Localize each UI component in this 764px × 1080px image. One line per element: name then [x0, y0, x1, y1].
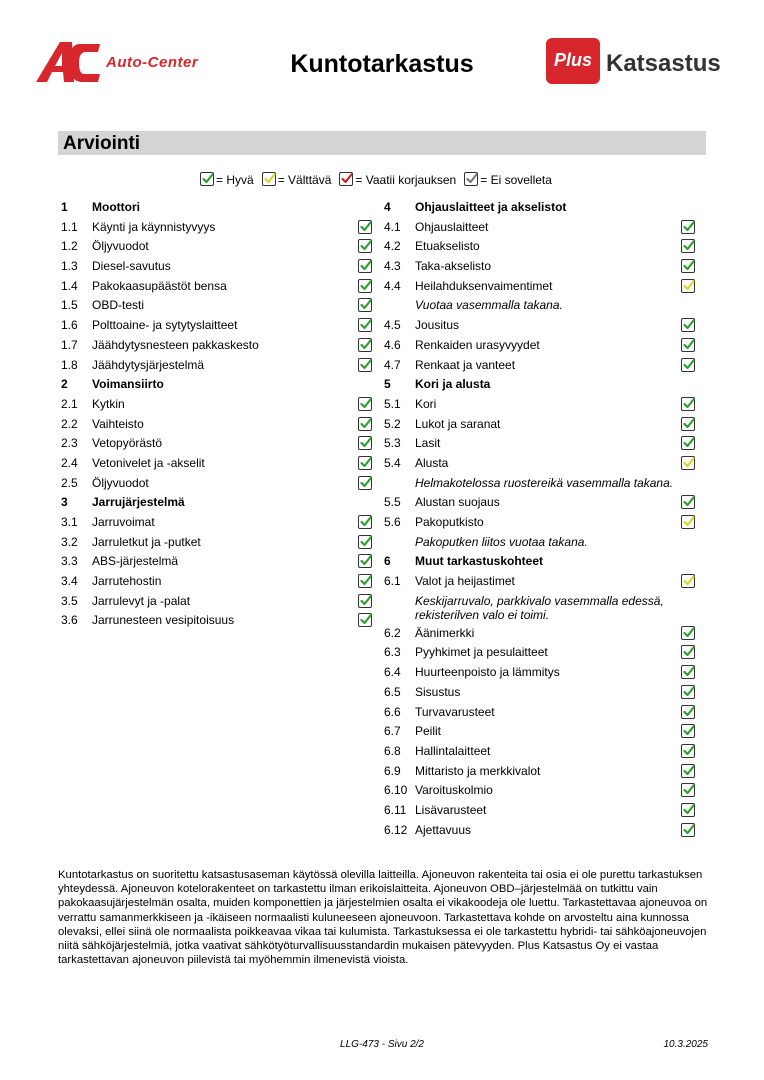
- item-label: Pakokaasupäästöt bensa: [92, 278, 227, 293]
- item-label: Helmakotelossa ruostereikä vasemmalla takana.: [415, 475, 674, 490]
- checklist-row: [384, 394, 698, 414]
- item-label: Muut tarkastuskohteet: [415, 554, 544, 569]
- checkbox-good-icon: [681, 239, 695, 253]
- checklist-row: [61, 512, 375, 532]
- item-number: 6.6: [384, 704, 401, 719]
- checkbox-good-icon: [681, 645, 695, 659]
- item-number: 5: [384, 377, 391, 392]
- checkbox-good-icon: [681, 436, 695, 450]
- katsastus-logo-text: Katsastus: [606, 50, 721, 77]
- item-label: Varoituskolmio: [415, 783, 493, 798]
- item-number: 6.4: [384, 665, 401, 680]
- checklist-row: [384, 741, 698, 761]
- checklist-row: [61, 571, 375, 591]
- checkbox-good-icon: [358, 436, 372, 450]
- item-number: 2.5: [61, 475, 78, 490]
- checklist-row: [384, 433, 698, 453]
- item-label: Polttoaine- ja sytytyslaitteet: [92, 318, 238, 333]
- item-label: Vetonivelet ja -akselit: [92, 455, 205, 470]
- checkbox-bad-icon: [339, 172, 353, 186]
- item-number: 1.1: [61, 219, 78, 234]
- checklist-row: [61, 295, 375, 315]
- item-label: Hallintalaitteet: [415, 743, 491, 758]
- checkbox-good-icon: [358, 298, 372, 312]
- section-header: [58, 131, 706, 155]
- checklist-row: [384, 780, 698, 800]
- checklist-row: [61, 551, 375, 571]
- item-label: Pyyhkimet ja pesulaitteet: [415, 645, 548, 660]
- item-label: Alusta: [415, 455, 449, 470]
- item-label: Ohjauslaitteet: [415, 219, 489, 234]
- item-label: Pakoputken liitos vuotaa takana.: [415, 534, 588, 549]
- item-label: Ohjauslaitteet ja akselistot: [415, 200, 567, 214]
- item-label: Jarrunesteen vesipitoisuus: [92, 613, 235, 628]
- checkbox-good-icon: [681, 724, 695, 738]
- item-number: 3.3: [61, 554, 78, 569]
- checklist-remark: [384, 473, 698, 493]
- checkbox-ok-icon: [681, 279, 695, 293]
- checklist-section-heading: [384, 551, 698, 571]
- plus-badge: [546, 38, 600, 84]
- checkbox-good-icon: [681, 685, 695, 699]
- item-label: Jäähdytysnesteen pakkaskesto: [92, 337, 259, 352]
- item-number: 1.3: [61, 259, 78, 274]
- item-number: 3.2: [61, 534, 78, 549]
- checkbox-good-icon: [681, 764, 695, 778]
- item-number: 6.5: [384, 684, 401, 699]
- checklist-row: [384, 721, 698, 741]
- checklist-row: [61, 532, 375, 552]
- item-label: Kori: [415, 396, 437, 411]
- page-header: [0, 0, 764, 110]
- right-checklist-column: [384, 197, 698, 839]
- checklist-row: [384, 236, 698, 256]
- checklist-row: [384, 642, 698, 662]
- checklist-row: [61, 414, 375, 434]
- checklist-row: [384, 256, 698, 276]
- legend-item-bad: [339, 172, 456, 187]
- checklist-row: [384, 315, 698, 335]
- checkbox-good-icon: [681, 495, 695, 509]
- checklist-row: [384, 414, 698, 434]
- disclaimer-text: Kuntotarkastus on suoritettu katsastusaseman käytössä olevilla laitteilla. Ajoneuvon rakenteita tai osia ei ole purettu tarkastuksen yhteydessä. Ajoneuvon kotelorakenteet on tarkastettu ilman erikoislaitteita. Ajoneuvon OBD–järjestelmää on tutkittu vain pakokaasujärjestelmän osalta, muiden komponettien ja järjestelmien osalta ei vikakoodeja ole luettu. Tarkastettavaa ajoneuvoa on verrattu samanmerkkiseen ja -ikäiseen normaalisti kuluneeseen ajoneuvoon. Tarkastettava kohde on arvosteltu aina kunnossa olevaksi, ellei siinä ole normaalista poikkeavaa vikaa tai kulumista. Tarkastuksessa ei ole tarkastettu hybridi- tai sähköajoneuvojen niitä sähköjärjestelmiä, jotka vaativat sähkötyöturvallisuusstandardin mukaisen pätevyyden. Plus Katsastus Oy ei vastaa tarkastettavan ajoneuvon piilevistä tai myöhemmin ilmenevistä vioista.: [58, 869, 708, 967]
- item-number: 6.2: [384, 625, 401, 640]
- checklist-row: [61, 355, 375, 375]
- checklist-section-heading: [384, 197, 698, 217]
- checkbox-good-icon: [358, 259, 372, 273]
- checkbox-good-icon: [681, 338, 695, 352]
- checklist-row: [384, 800, 698, 820]
- checklist-row: [61, 453, 375, 473]
- item-label: Taka-akselisto: [415, 259, 492, 274]
- checkbox-good-icon: [358, 476, 372, 490]
- checklist-remark: [384, 591, 698, 623]
- checkbox-good-icon: [358, 515, 372, 529]
- item-label: Pakoputkisto: [415, 515, 484, 529]
- checklist-row: [384, 702, 698, 722]
- item-number: 5.4: [384, 455, 401, 470]
- legend-item-good: [200, 172, 254, 187]
- checklist-row: [384, 512, 698, 532]
- item-label: Vuotaa vasemmalla takana.: [415, 298, 563, 313]
- item-label: Moottori: [92, 200, 140, 214]
- item-label: Vetopyörästö: [92, 436, 163, 451]
- left-checklist-column: [61, 197, 375, 630]
- item-label: Jarruletkut ja -putket: [92, 534, 201, 549]
- plus-badge-text: Plus: [553, 50, 592, 70]
- item-number: 6.3: [384, 645, 401, 660]
- item-label: Kytkin: [92, 396, 125, 411]
- checklist-row: [384, 492, 698, 512]
- section-title: Arviointi: [63, 133, 141, 154]
- item-label: Äänimerkki: [415, 625, 475, 640]
- checkbox-good-icon: [681, 705, 695, 719]
- checkbox-good-icon: [358, 338, 372, 352]
- checklist-row: [384, 682, 698, 702]
- item-number: 1.8: [61, 357, 78, 372]
- item-label: Turvavarusteet: [415, 704, 495, 719]
- item-number: 4.3: [384, 259, 401, 274]
- checklist-row: [61, 473, 375, 493]
- checkbox-good-icon: [358, 358, 372, 372]
- checklist-row: [61, 433, 375, 453]
- item-number: 6: [384, 554, 391, 569]
- legend-item-na: [464, 172, 552, 187]
- item-label: Voimansiirto: [92, 377, 164, 392]
- legend-label: = Välttävä: [277, 173, 332, 187]
- checkbox-ok-icon: [681, 574, 695, 588]
- checklist-row: [61, 335, 375, 355]
- page-number: LLG-473 - Sivu 2/2: [340, 1039, 424, 1050]
- item-number: 3.5: [61, 593, 78, 608]
- item-number: 4.2: [384, 239, 401, 254]
- item-label: Heilahduksenvaimentimet: [415, 278, 553, 293]
- item-label: Vaihteisto: [92, 416, 144, 431]
- item-label: Renkaat ja vanteet: [415, 357, 516, 372]
- checklist-row: [384, 355, 698, 375]
- item-number: 2: [61, 377, 68, 392]
- item-number: 1.6: [61, 318, 78, 333]
- checklist-remark: [384, 532, 698, 552]
- item-number: 1.7: [61, 337, 78, 352]
- item-number: 6.11: [384, 802, 407, 817]
- checkbox-good-icon: [358, 613, 372, 627]
- checklist-remark: [384, 295, 698, 315]
- checkbox-good-icon: [358, 318, 372, 332]
- item-number: 6.8: [384, 743, 401, 758]
- item-number: 3: [61, 495, 68, 510]
- item-label: Jäähdytysjärjestelmä: [92, 357, 205, 372]
- item-number: 2.1: [61, 396, 78, 411]
- item-number: 5.1: [384, 396, 401, 411]
- checkbox-ok-icon: [681, 515, 695, 529]
- item-label: Lisävarusteet: [415, 802, 487, 817]
- checklist-row: [61, 315, 375, 335]
- checklist-row: [61, 610, 375, 630]
- item-number: 6.9: [384, 763, 401, 778]
- checklist-section-heading: [61, 374, 375, 394]
- checkbox-good-icon: [358, 417, 372, 431]
- item-label: Peilit: [415, 724, 442, 739]
- checkbox-good-icon: [358, 279, 372, 293]
- item-label: Öljyvuodot: [92, 475, 149, 490]
- item-label: ABS-järjestelmä: [92, 554, 179, 569]
- item-number: 3.6: [61, 613, 78, 628]
- item-label: Jarrulevyt ja -palat: [92, 593, 191, 608]
- item-label: Lukot ja saranat: [415, 416, 501, 431]
- checkbox-good-icon: [358, 239, 372, 253]
- item-label: Valot ja heijastimet: [415, 574, 515, 589]
- item-number: 1.4: [61, 278, 78, 293]
- checklist-row: [384, 761, 698, 781]
- item-number: 3.1: [61, 515, 78, 529]
- legend-label: = Hyvä: [216, 173, 254, 187]
- checklist-section-heading: [61, 197, 375, 217]
- checkbox-good-icon: [358, 397, 372, 411]
- item-label: Mittaristo ja merkkivalot: [415, 763, 541, 778]
- item-number: 5.3: [384, 436, 401, 451]
- checkbox-good-icon: [358, 554, 372, 568]
- item-label: Huurteenpoisto ja lämmitys: [415, 665, 560, 680]
- item-label: Jousitus: [415, 318, 460, 333]
- item-number: 2.4: [61, 455, 78, 470]
- item-label: Sisustus: [415, 684, 461, 699]
- item-number: 4.1: [384, 219, 401, 234]
- item-number: 6.12: [384, 822, 408, 837]
- item-number: 1.2: [61, 239, 78, 254]
- item-label: Alustan suojaus: [415, 495, 500, 510]
- checkbox-good-icon: [681, 417, 695, 431]
- item-number: 4.5: [384, 318, 401, 333]
- checkbox-good-icon: [681, 358, 695, 372]
- checkbox-good-icon: [358, 594, 372, 608]
- checklist-row: [61, 276, 375, 296]
- checklist-row: [384, 623, 698, 643]
- item-number: 5.2: [384, 416, 401, 431]
- checkbox-good-icon: [681, 665, 695, 679]
- checkbox-good-icon: [681, 259, 695, 273]
- item-number: 6.1: [384, 574, 401, 589]
- item-number: 2.3: [61, 436, 78, 451]
- checklist-row: [61, 256, 375, 276]
- checklist-row: [384, 335, 698, 355]
- checkbox-good-icon: [358, 574, 372, 588]
- checklist-row: [61, 394, 375, 414]
- checklist-row: [384, 820, 698, 840]
- checklist-row: [61, 217, 375, 237]
- item-label: Kori ja alusta: [415, 377, 491, 392]
- item-number: 4.4: [384, 278, 401, 293]
- checkbox-good-icon: [681, 823, 695, 837]
- item-label: Lasit: [415, 436, 441, 451]
- checkbox-ok-icon: [262, 172, 276, 186]
- legend-label: = Vaatii korjauksen: [355, 173, 457, 187]
- item-label: Jarruvoimat: [92, 515, 155, 529]
- legend-label: = Ei sovelleta: [480, 173, 552, 187]
- checklist-row: [61, 236, 375, 256]
- checklist-row: [384, 276, 698, 296]
- item-number: 5.5: [384, 495, 401, 510]
- checkbox-ok-icon: [681, 456, 695, 470]
- item-label: Jarrujärjestelmä: [92, 495, 185, 510]
- checkbox-good-icon: [200, 172, 214, 186]
- plus-katsastus-logo: [546, 38, 730, 88]
- document-title: Kuntotarkastus: [290, 50, 474, 78]
- checklist-row: [384, 217, 698, 237]
- item-label: Jarrutehostin: [92, 574, 162, 589]
- item-label: Etuakselisto: [415, 239, 480, 254]
- checklist-row: [61, 591, 375, 611]
- checkbox-good-icon: [681, 318, 695, 332]
- checkbox-good-icon: [681, 220, 695, 234]
- auto-center-logo-text: Auto-Center: [106, 54, 199, 71]
- item-label: Öljyvuodot: [92, 239, 149, 254]
- item-number: 4.6: [384, 337, 401, 352]
- item-number: 4: [384, 200, 391, 214]
- checklist-row: [384, 571, 698, 591]
- checkbox-good-icon: [358, 220, 372, 234]
- item-number: 2.2: [61, 416, 78, 431]
- footer-date: 10.3.2025: [663, 1039, 708, 1050]
- checkbox-good-icon: [681, 744, 695, 758]
- checkbox-good-icon: [358, 535, 372, 549]
- checkbox-na-icon: [464, 172, 478, 186]
- checklist-section-heading: [61, 492, 375, 512]
- checkbox-good-icon: [681, 803, 695, 817]
- item-label: Renkaiden urasyvyydet: [415, 337, 540, 352]
- item-label: OBD-testi: [92, 298, 145, 313]
- item-number: 4.7: [384, 357, 401, 372]
- checkbox-good-icon: [681, 626, 695, 640]
- item-label: Diesel-savutus: [92, 259, 171, 274]
- item-number: 1: [61, 200, 68, 214]
- status-legend: [200, 172, 620, 190]
- checkbox-good-icon: [358, 456, 372, 470]
- legend-item-ok: [262, 172, 332, 187]
- checkbox-good-icon: [681, 397, 695, 411]
- checklist-section-heading: [384, 374, 698, 394]
- checklist-row: [384, 662, 698, 682]
- item-number: 1.5: [61, 298, 78, 313]
- item-number: 5.6: [384, 515, 401, 529]
- item-number: 6.7: [384, 724, 401, 739]
- item-number: 6.10: [384, 783, 408, 798]
- checkbox-good-icon: [681, 783, 695, 797]
- item-label: Käynti ja käynnistyvyys: [92, 219, 216, 234]
- item-label: Keskijarruvalo, parkkivalo vasemmalla edessä, rekisterilven valo ei toimi.: [415, 593, 664, 622]
- checklist-row: [384, 453, 698, 473]
- item-number: 3.4: [61, 574, 78, 589]
- item-label: Ajettavuus: [415, 822, 472, 837]
